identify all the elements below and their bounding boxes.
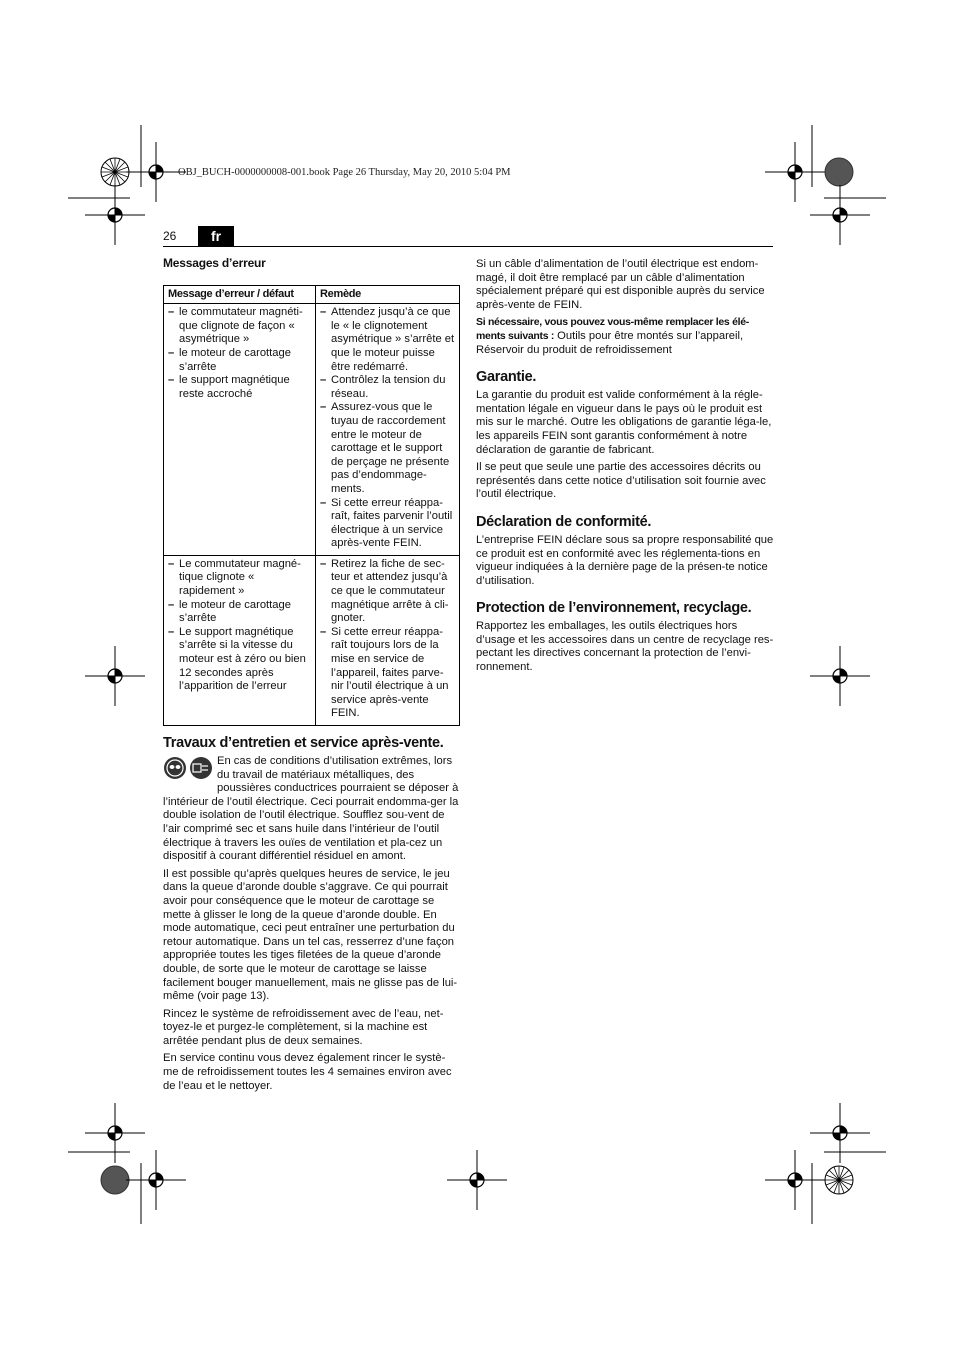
unplug-icon — [190, 757, 212, 779]
col-remedy-header: Remède — [316, 285, 460, 304]
conformity-paragraph: L’entreprise FEIN déclare sous sa propre responsabilité que ce produit est en conformité avec les réglementa-tions en vigueur indiquées à la dernière page de la présen-te notice d’utilisation. — [476, 533, 774, 587]
warranty-paragraph: Il se peut que seule une partie des accessoires décrits ou représentés dans cette notice d’utilisation soit fournie avec l’outil électrique. — [476, 461, 766, 501]
conformity-heading: Déclaration de conformité. — [476, 513, 652, 530]
safety-goggles-icon — [164, 757, 186, 779]
replace-parts-paragraph — [476, 316, 774, 357]
error-table — [163, 285, 460, 726]
maintenance-paragraph: Il est possible qu’après quelques heures de service, le jeu dans la queue d’aronde double s’aggrave. Ce qui pourrait avoir pour conséquence que le moteur de carottage se mette à glisser le long de la queue d’aronde double. En mode automatique, ceci peut entraîner une perturbation du retour automatique. Dans un tel cas, resserrez d’une façon appropriée toutes les tiges filetées de la queue d’aronde double, de sorte que le moteur de carottage se laisse facilement bouger manuellement, mais ne glisse pas de lui-même (voir page 13). — [163, 867, 458, 1003]
list-item: – le moteur de carottage s’arrête — [168, 599, 311, 626]
header-rule — [163, 246, 773, 247]
list-item: – le moteur de carottage s’arrête — [168, 347, 311, 374]
maintenance-paragraph: En service continu vous devez également rincer le systè-me de refroidissement toutes les 4 semaines environ avec de l’eau et le nettoyer. — [163, 1052, 452, 1092]
list-item: – Si cette erreur réappa-raît, faites parvenir l’outil électrique à un service après-vente FEIN. — [320, 497, 455, 551]
list-item: – Retirez la fiche de sec-teur et attendez jusqu’à ce que le commutateur magnétique arrête à cli-gnoter. — [320, 558, 455, 626]
warranty-paragraph: La garantie du produit est valide conformément à la régle-mentation légale en vigueur dans le pays où le produit est mis sur le marché. Outre les obligations de garantie léga-le, les appareils FEIN sont garantis conformément à notre déclaration de garantie de fabricant. — [476, 389, 772, 456]
warranty-heading: Garantie. — [476, 369, 537, 386]
left-column — [163, 257, 460, 1097]
message-cell — [164, 555, 316, 725]
right-column — [476, 258, 774, 679]
list-item: – Le support magnétique s’arrête si la vitesse du moteur est à zéro ou bien 12 secondes après l’apparition de l’erreur — [168, 626, 311, 694]
maintenance-paragraph — [163, 755, 460, 864]
list-item: – le support magnétique reste accroché — [168, 374, 311, 401]
list-item: – Attendez jusqu’à ce que le « le clignotement asymétrique » s’arrête et que le moteur puisse être redémarré. — [320, 306, 455, 374]
print-slug: OBJ_BUCH-0000000008-001.book Page 26 Thursday, May 20, 2010 5:04 PM — [178, 167, 511, 178]
maintenance-paragraph: Rincez le système de refroidissement avec de l’eau, net-toyez-le et purgez-le complètement, si la machine est arrêtée pendant plus de deux semaines. — [163, 1007, 444, 1047]
error-table-header — [164, 285, 460, 304]
list-item: – Contrôlez la tension du réseau. — [320, 374, 455, 401]
page-number: 26 — [163, 229, 177, 243]
environment-paragraph: Rapportez les emballages, les outils électriques hors d’usage et les accessoires dans un centre de recyclage res-pectant les directives concernant la protection de l’envi-ronnement. — [476, 620, 774, 674]
cable-paragraph: Si un câble d’alimentation de l’outil électrique est endom-magé, il doit être remplacé par un câble d’alimentation spécialement préparé qui est disponible auprès du service après-vente de FEIN. — [476, 258, 765, 311]
maintenance-text: En cas de conditions d’utilisation extrêmes, lors du travail de matériaux métalliques, des poussières conductrices pourraient se déposer à l’intérieur de l’outil électrique. Ceci pourrait endomma-ger la double isolation de l’outil électrique. Soufflez sou-vent de l’air comprimé sec et sans huile dans l’intérieur de l’outil électrique à travers les ouïes de ventilation et pla-cez un dispositif à courant différentiel résiduel en amont. — [163, 755, 459, 863]
message-cell — [164, 304, 316, 556]
list-item: – Assurez-vous que le tuyau de raccordement entre le moteur de carottage et le support de perçage ne présente pas d’endommage-ments. — [320, 401, 455, 496]
remedy-cell — [316, 304, 460, 556]
environment-heading: Protection de l’environnement, recyclage. — [476, 600, 752, 617]
safety-icons — [163, 755, 215, 785]
list-item: – le commutateur magnéti-que clignote de façon « asymétrique » — [168, 306, 311, 347]
language-tab: fr — [198, 226, 234, 246]
remedy-cell — [316, 555, 460, 725]
list-item: – Le commutateur magné-tique clignote « rapidement » — [168, 558, 311, 599]
table-row — [164, 555, 460, 725]
replace-parts-lead: Si nécessaire, vous pouvez vous-même remplacer les élé-ments suivants : — [476, 316, 749, 342]
table-row — [164, 304, 460, 556]
list-item: – Si cette erreur réappa-raît toujours lors de la mise en service de l’appareil, faites parve-nir l’outil électrique à un service après-vente FEIN. — [320, 626, 455, 721]
replace-parts-text: Outils pour être montés sur l’appareil, Réservoir du produit de refroidissement — [476, 329, 744, 356]
col-message-header: Message d’erreur / défaut — [164, 285, 316, 304]
error-messages-heading: Messages d’erreur — [163, 256, 266, 270]
maintenance-heading: Travaux d’entretien et service après-vente. — [163, 735, 444, 751]
